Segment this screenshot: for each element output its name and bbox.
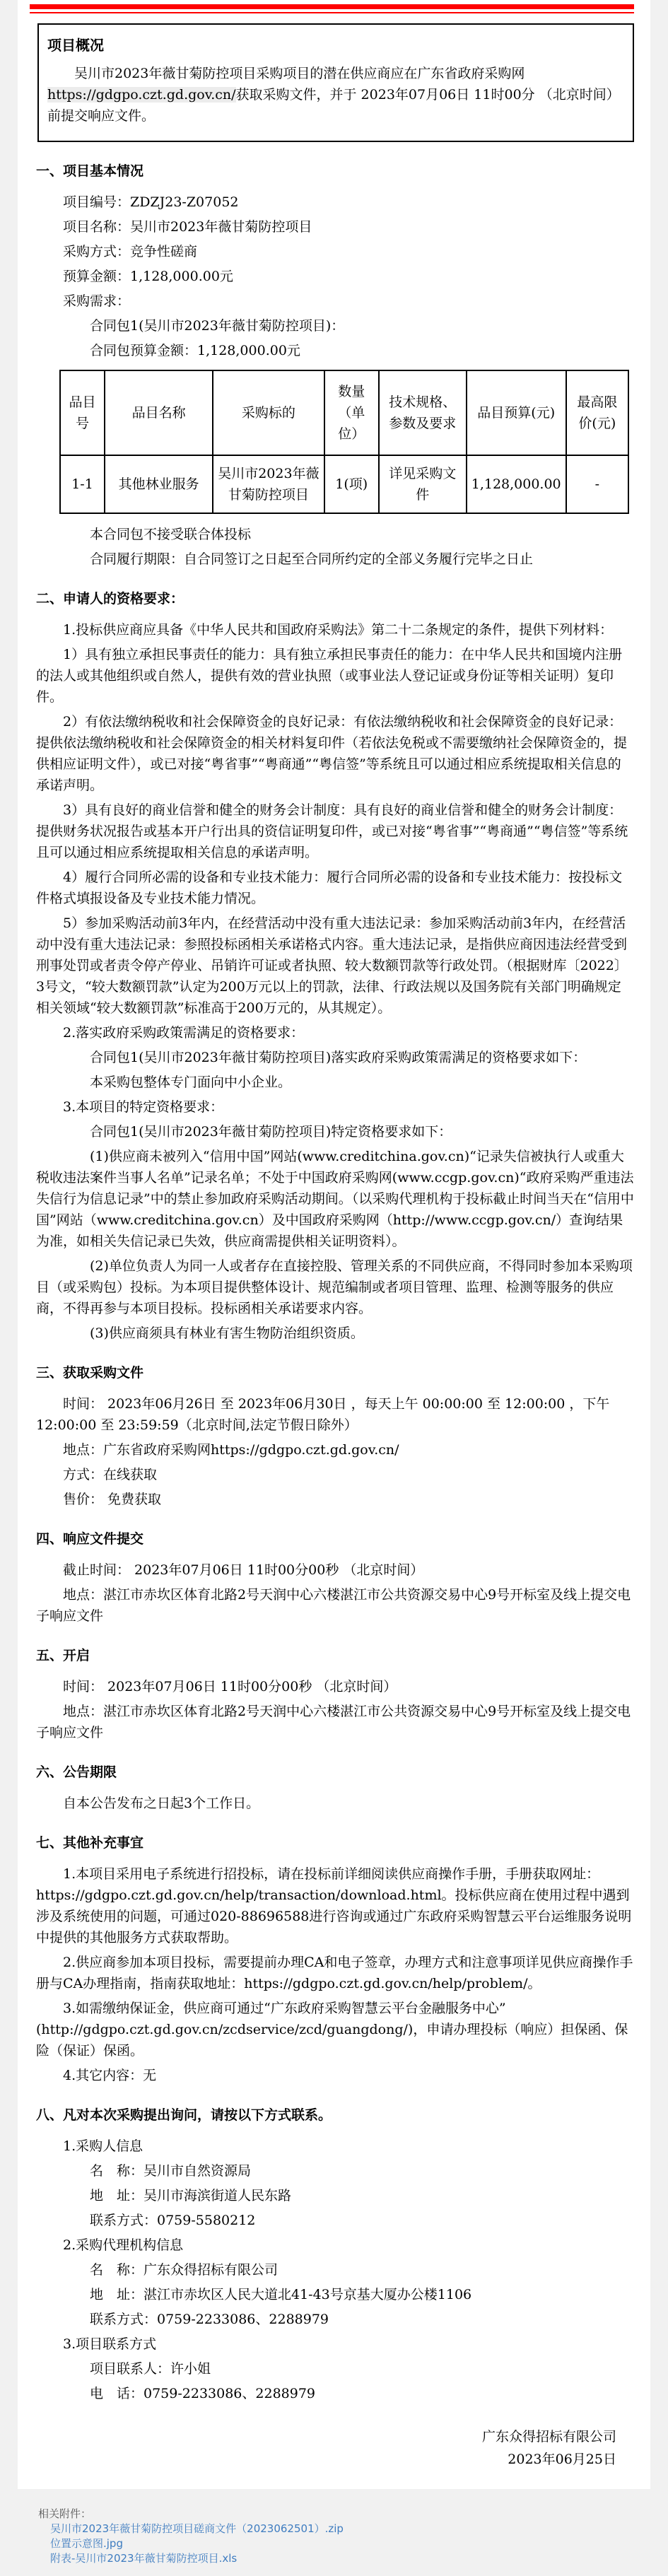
- cell-item-budget: 1,128,000.00: [467, 455, 566, 513]
- top-divider-thin: [30, 12, 634, 13]
- purchaser-phone: 联系方式：0759-5580212: [90, 2213, 256, 2228]
- section-heading-obtain-documents: 三、获取采购文件: [36, 1365, 144, 1381]
- items-table: [59, 370, 629, 514]
- submission-deadline: 截止时间： 2023年07月06日 11时00分00秒 （北京时间）: [63, 1562, 424, 1578]
- field-procurement-method: 采购方式：竞争性磋商: [63, 244, 198, 259]
- obtain-location: 地点：广东省政府采购网https://gdgpo.czt.gd.gov.cn/: [63, 1442, 399, 1458]
- field-project-number: 项目编号：ZDZJ23-Z07052: [63, 194, 239, 210]
- table-row: [60, 455, 628, 513]
- package-budget: 合同包预算金额：1,128,000.00元: [90, 343, 300, 358]
- attachments-label: 相关附件：: [38, 2507, 92, 2520]
- section-heading-contact: 八、凡对本次采购提出询问，请按以下方式联系。: [36, 2107, 332, 2123]
- purchaser-address: 地 址：吴川市海滨街道人民东路: [90, 2188, 292, 2203]
- project-contact-phone: 电 话：0759-2233086、2288979: [90, 2386, 316, 2401]
- qualification-para: (2)单位负责人为同一人或者存在直接控股、管理关系的不同供应商，不得同时参加本采购项目（或采购包）投标。为本项目提供整体设计、规范编制或者项目管理、监理、检测等服务的供应商，不得再参与本项目投标。投标函相关承诺要求内容。: [36, 1258, 633, 1316]
- col-item-no: 品目号: [60, 370, 105, 455]
- agency-info-title: 2.采购代理机构信息: [63, 2237, 184, 2253]
- top-divider-thick: [30, 4, 634, 9]
- attachment-link-schedule-xls[interactable]: 附表-吴川市2023年薇甘菊防控项目.xls: [50, 2552, 238, 2565]
- obtain-method: 方式：在线获取: [63, 1467, 158, 1482]
- qualification-para: 2）有依法缴纳税收和社会保障资金的良好记录：有依法缴纳税收和社会保障资金的良好记录：提供依法缴纳税收和社会保障资金的相关材料复印件（若依法免税或不需要缴纳社会保障资金的，提供相应证明文件），或已对接“粤省事”“粤商通”“粤信签”等系统且可以通过相应系统提取相关信息的承诺声明。: [36, 714, 628, 793]
- agency-name: 名 称：广东众得招标有限公司: [90, 2262, 279, 2278]
- signature-company: 广东众得招标有限公司: [481, 2429, 616, 2445]
- signature-block: [36, 2425, 634, 2471]
- field-procurement-demand: 采购需求：: [63, 293, 131, 309]
- project-overview-box: [37, 23, 634, 142]
- procurement-site-url: https://gdgpo.czt.gd.gov.cn/: [47, 87, 236, 103]
- obtain-price: 售价： 免费获取: [63, 1492, 162, 1507]
- agency-phone: 联系方式：0759-2233086、2288979: [90, 2312, 329, 2327]
- opening-time: 时间： 2023年07月06日 11时00分00秒 （北京时间）: [63, 1679, 397, 1694]
- opening-location: 地点：湛江市赤坎区体育北路2号天润中心六楼湛江市公共资源交易中心9号开标室及线上提交电子响应文件: [36, 1704, 631, 1740]
- section-heading-announcement-period: 六、公告期限: [36, 1764, 117, 1780]
- section-heading-qualification: 二、申请人的资格要求：: [36, 591, 184, 607]
- note-contract-period: 合同履行期限：自合同签订之日起至合同所约定的全部义务履行完毕之日止: [90, 551, 534, 567]
- cell-procurement-subject: 吴川市2023年薇甘菊防控项目: [213, 455, 324, 513]
- document-sheet: [18, 0, 650, 2489]
- document-body: [18, 160, 650, 2471]
- qualification-para: 3）具有良好的商业信誉和健全的财务会计制度：具有良好的商业信誉和健全的财务会计制度：提供财务状况报告或基本开户行出具的资信证明复印件，或已对接“粤省事”“粤商通”“粤信签”等系统且可以通过相应系统提取相关信息的承诺声明。: [36, 802, 628, 860]
- supplementary-para: 3.如需缴纳保证金，供应商可通过“广东政府采购智慧云平台金融服务中心”(http://gdgpo.czt.gd.gov.cn/zcdservice/zcd/guangdong/)，申请办理投标（响应）担保函、保险（保证）保函。: [36, 2001, 628, 2059]
- qualification-para: (1)供应商未被列入“信用中国”网站(www.creditchina.gov.cn)“记录失信被执行人或重大税收违法案件当事人名单”记录名单；不处于中国政府采购网(www.ccgp.gov.cn)“政府采购严重违法失信行为信息记录”中的禁止参加政府采购活动期间。（以采购代理机构于投标截止时间当天在“信用中国”网站（www.creditchina.gov.cn）及中国政府采购网（http://www.ccgp.gov.cn/）查询结果为准，如相关失信记录已失效，供应商需提供相关证明资料）。: [36, 1149, 634, 1249]
- attachment-link-location-map-jpg[interactable]: 位置示意图.jpg: [50, 2537, 123, 2550]
- qualification-para: (3)供应商须具有林业有害生物防治组织资质。: [90, 1325, 364, 1341]
- overview-paragraph: [47, 63, 624, 127]
- section-heading-basic-info: 一、项目基本情况: [36, 163, 144, 179]
- section-heading-response-submission: 四、响应文件提交: [36, 1531, 144, 1547]
- cell-max-price: -: [566, 455, 628, 513]
- supplementary-para: 4.其它内容：无: [63, 2068, 157, 2083]
- col-item-budget: 品目预算(元): [467, 370, 566, 455]
- col-item-name: 品目名称: [105, 370, 213, 455]
- qualification-para: 5）参加采购活动前3年内，在经营活动中没有重大违法记录：参加采购活动前3年内，在经营活动中没有重大违法记录：参照投标函相关承诺格式内容。重大违法记录，是指供应商因违法经营受到刑事处罚或者责令停产停业、吊销许可证或者执照、较大数额罚款等行政处罚。（根据财库〔2022〕3号文，“较大数额罚款”认定为200万元以上的罚款，法律、行政法规以及国务院有关部门明确规定相关领域“较大数额罚款”标准高于200万元的，从其规定）。: [36, 915, 628, 1016]
- col-tech-spec: 技术规格、参数及要求: [379, 370, 467, 455]
- col-procurement-subject: 采购标的: [213, 370, 324, 455]
- col-quantity-unit: 数量（单位）: [324, 370, 379, 455]
- purchaser-name: 名 称：吴川市自然资源局: [90, 2163, 252, 2179]
- overview-text-after: 获取采购文件，并于 2023年07月06日 11时00分 （北京时间）前提交响应文件。: [47, 87, 620, 124]
- qualification-para: 4）履行合同所必需的设备和专业技术能力：履行合同所必需的设备和专业技术能力：按投标文件格式填报设备及专业技术能力情况。: [36, 870, 623, 906]
- package-title: 合同包1(吴川市2023年薇甘菊防控项目)：: [90, 318, 345, 334]
- submission-location: 地点：湛江市赤坎区体育北路2号天润中心六楼湛江市公共资源交易中心9号开标室及线上提交电子响应文件: [36, 1587, 631, 1624]
- field-budget-amount: 预算金额：1,128,000.00元: [63, 269, 233, 284]
- supplementary-para: 2.供应商参加本项目投标，需要提前办理CA和电子签章，办理方式和注意事项详见供应商操作手册与CA办理指南，指南获取地址：https://gdgpo.czt.gd.gov.cn/help/problem/。: [36, 1955, 633, 1991]
- overview-title: 项目概况: [47, 37, 104, 54]
- announcement-period: 自本公告发布之日起3个工作日。: [63, 1796, 260, 1811]
- qualification-para: 2.落实政府采购政策需满足的资格要求：: [63, 1025, 305, 1041]
- field-project-name: 项目名称：吴川市2023年薇甘菊防控项目: [63, 219, 312, 235]
- purchaser-info-title: 1.采购人信息: [63, 2138, 143, 2154]
- obtain-time: 时间： 2023年06月26日 至 2023年06月30日 ，每天上午 00:00:00 至 12:00:00 ，下午 12:00:00 至 23:59:59（北京时间,法定节假日除外）: [36, 1396, 610, 1433]
- qualification-para: 本采购包整体专门面向中小企业。: [90, 1075, 292, 1090]
- attachment-link-consultation-doc-zip[interactable]: 吴川市2023年薇甘菊防控项目磋商文件（2023062501）.zip: [50, 2522, 344, 2535]
- note-no-consortium: 本合同包不接受联合体投标: [90, 527, 252, 542]
- overview-text-before: 吴川市2023年薇甘菊防控项目采购项目的潜在供应商应在广东省政府采购网: [74, 66, 525, 81]
- qualification-para: 1）具有独立承担民事责任的能力：具有独立承担民事责任的能力：在中华人民共和国境内注册的法人或其他组织或自然人，提供有效的营业执照（或事业法人登记证或身份证等相关证明）复印件。: [36, 647, 623, 705]
- supplementary-para: 1.本项目采用电子系统进行招投标，请在投标前详细阅读供应商操作手册，手册获取网址：https://gdgpo.czt.gd.gov.cn/help/transaction/download.html。投标供应商在使用过程中遇到涉及系统使用的问题，可通过020-88696588进行咨询或通过广东政府采购智慧云平台运维服务说明中提供的其他服务方式获取帮助。: [36, 1866, 632, 1945]
- table-header-row: [60, 370, 628, 455]
- cell-tech-spec: 详见采购文件: [379, 455, 467, 513]
- col-max-price: 最高限价(元): [566, 370, 628, 455]
- qualification-para: 合同包1(吴川市2023年薇甘菊防控项目)落实政府采购政策需满足的资格要求如下：: [90, 1050, 587, 1065]
- qualification-para: 合同包1(吴川市2023年薇甘菊防控项目)特定资格要求如下：: [90, 1124, 452, 1140]
- project-contact-title: 3.项目联系方式: [63, 2336, 157, 2352]
- project-contact-person: 项目联系人：许小姐: [90, 2361, 211, 2377]
- agency-address: 地 址：湛江市赤坎区人民大道北41-43号京基大厦办公楼1106: [90, 2287, 472, 2302]
- qualification-para: 1.投标供应商应具备《中华人民共和国政府采购法》第二十二条规定的条件，提供下列材料：: [63, 622, 614, 638]
- cell-item-no: 1-1: [60, 455, 105, 513]
- section-heading-supplementary: 七、其他补充事宜: [36, 1835, 144, 1851]
- signature-date: 2023年06月25日: [508, 2452, 616, 2467]
- attachments-section: [0, 2489, 668, 2576]
- qualification-para: 3.本项目的特定资格要求：: [63, 1099, 224, 1115]
- cell-quantity-unit: 1(项): [324, 455, 379, 513]
- cell-item-name: 其他林业服务: [105, 455, 213, 513]
- section-heading-opening: 五、开启: [36, 1648, 90, 1663]
